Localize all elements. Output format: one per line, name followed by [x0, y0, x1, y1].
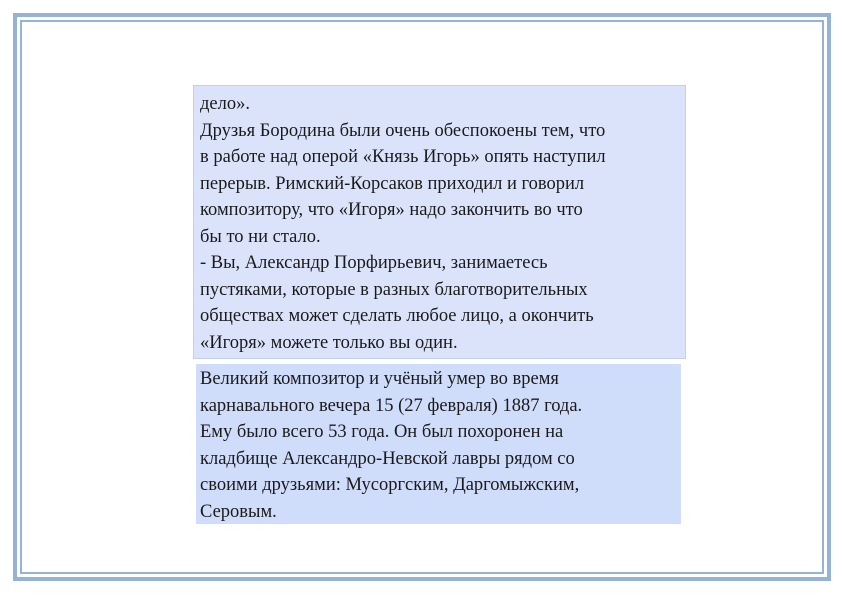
text-line: «Игоря» можете только вы один.	[200, 332, 458, 353]
text-line: Серовым.	[200, 501, 277, 522]
text-line: Великий композитор и учёный умер во время	[200, 369, 559, 389]
text-line: бы то ни стало.	[200, 226, 321, 247]
text-line: Ему было всего 53 года. Он был похоронен на	[200, 422, 564, 442]
text-line: обществах может сделать любое лицо, а окончить	[200, 306, 594, 326]
text-line: своими друзьями: Мусоргским, Даргомыжским,	[200, 475, 580, 495]
text-line: композитору, что «Игоря» надо закончить во что	[200, 200, 583, 220]
text-line: - Вы, Александр Порфирьевич, занимаетесь	[200, 253, 548, 273]
text-line: пустяками, которые в разных благотворительных	[200, 279, 588, 300]
text-line: в работе над оперой «Князь Игорь» опять наступил	[200, 147, 606, 167]
text-line: перерыв. Римский-Корсаков приходил и говорил	[200, 173, 585, 194]
text-line: Друзья Бородина были очень обеспокоены тем, что	[200, 120, 606, 141]
text-box-biography	[196, 364, 681, 524]
text-line: карнавального вечера 15 (27 февраля) 1887 года.	[200, 395, 583, 416]
text-line: кладбище Александро-Невской лавры рядом со	[200, 448, 575, 469]
text-line: дело».	[200, 94, 250, 114]
text-box-quote	[193, 85, 686, 359]
